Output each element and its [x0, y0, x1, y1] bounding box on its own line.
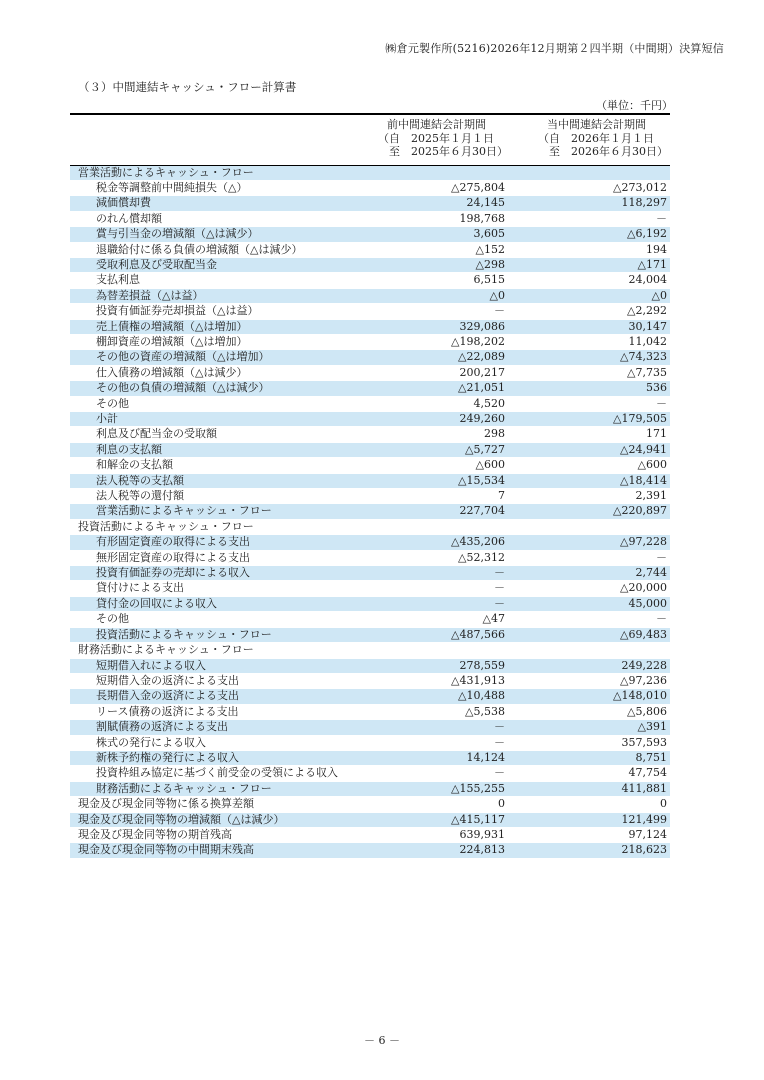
total-row	[70, 627, 670, 642]
prev-value: △22,089	[350, 350, 508, 365]
row-label: その他の資産の増減額（△は増加）	[70, 350, 350, 365]
table-row	[70, 334, 670, 349]
prev-value: △155,255	[350, 781, 508, 796]
cur-value: △74,323	[508, 350, 670, 365]
cur-value: －	[508, 612, 670, 627]
cur-value: △97,228	[508, 535, 670, 550]
row-label: 利息の支払額	[70, 442, 350, 457]
cur-value: －	[508, 550, 670, 565]
label-header	[70, 114, 350, 165]
prev-value: 227,704	[350, 504, 508, 519]
prev-value: △0	[350, 288, 508, 303]
cur-value: △391	[508, 720, 670, 735]
prev-value: －	[350, 735, 508, 750]
row-label: 貸付金の回収による収入	[70, 596, 350, 611]
table-row	[70, 812, 670, 827]
table-row	[70, 535, 670, 550]
prev-value: △431,913	[350, 673, 508, 688]
cur-value	[508, 519, 670, 534]
cash-flow-table	[70, 113, 670, 859]
row-label: その他	[70, 396, 350, 411]
prev-value: △600	[350, 458, 508, 473]
table-row	[70, 550, 670, 565]
cur-value: －	[508, 211, 670, 226]
cur-value: 536	[508, 381, 670, 396]
cur-value: 218,623	[508, 843, 670, 858]
cur-value: △171	[508, 257, 670, 272]
table-row	[70, 242, 670, 257]
period-header-row	[70, 114, 670, 165]
table-row	[70, 350, 670, 365]
table-row	[70, 211, 670, 226]
cur-period-from: （自 2026年１月１日	[538, 131, 654, 145]
prev-value	[350, 643, 508, 658]
table-row	[70, 304, 670, 319]
cur-value: 45,000	[508, 596, 670, 611]
section-title: （３）中間連結キャッシュ・フロー計算書	[78, 80, 297, 94]
table-row	[70, 442, 670, 457]
table-row	[70, 365, 670, 380]
cur-value: 0	[508, 797, 670, 812]
page-number: － 6 －	[364, 1034, 400, 1047]
cur-value: 2,391	[508, 489, 670, 504]
prev-value: 278,559	[350, 658, 508, 673]
row-label: 長期借入金の返済による支出	[70, 689, 350, 704]
cur-period-header	[508, 114, 670, 165]
row-label: その他の負債の増減額（△は減少）	[70, 381, 350, 396]
subtotal-row	[70, 412, 670, 427]
row-label: 現金及び現金同等物の中間期末残高	[70, 843, 350, 858]
row-label: のれん償却額	[70, 211, 350, 226]
prev-value: 7	[350, 489, 508, 504]
row-label: 短期借入れによる収入	[70, 658, 350, 673]
prev-value: △15,534	[350, 473, 508, 488]
cur-value: 2,744	[508, 566, 670, 581]
prev-value: △52,312	[350, 550, 508, 565]
cur-value: △179,505	[508, 412, 670, 427]
prev-value: 24,145	[350, 196, 508, 211]
unit-label: （単位：千円）	[596, 99, 673, 112]
prev-value: 329,086	[350, 319, 508, 334]
cur-value: 118,297	[508, 196, 670, 211]
cur-value: △600	[508, 458, 670, 473]
cur-value: △69,483	[508, 627, 670, 642]
table-row	[70, 381, 670, 396]
cur-value: 11,042	[508, 334, 670, 349]
row-label: 和解金の支払額	[70, 458, 350, 473]
cur-value: 171	[508, 427, 670, 442]
prev-value: △47	[350, 612, 508, 627]
row-label: 小計	[70, 412, 350, 427]
table-row	[70, 612, 670, 627]
row-label: 営業活動によるキャッシュ・フロー	[70, 504, 350, 519]
cur-value: －	[508, 396, 670, 411]
prev-value	[350, 165, 508, 180]
table-row	[70, 843, 670, 858]
row-label: 税金等調整前中間純損失（△）	[70, 180, 350, 195]
row-label: 賞与引当金の増減額（△は減少）	[70, 227, 350, 242]
table-row	[70, 566, 670, 581]
prev-value: △10,488	[350, 689, 508, 704]
prev-value: 198,768	[350, 211, 508, 226]
cur-value: △97,236	[508, 673, 670, 688]
prev-value: △298	[350, 257, 508, 272]
table-row	[70, 227, 670, 242]
row-label: その他	[70, 612, 350, 627]
row-label: 棚卸資産の増減額（△は増加）	[70, 334, 350, 349]
row-label: 貸付けによる支出	[70, 581, 350, 596]
row-label: 株式の発行による収入	[70, 735, 350, 750]
row-label: 有形固定資産の取得による支出	[70, 535, 350, 550]
prev-value: △415,117	[350, 812, 508, 827]
prev-value: 224,813	[350, 843, 508, 858]
document-header: ㈱倉元製作所(5216)2026年12月期第２四半期（中間期）決算短信	[385, 42, 724, 55]
prev-period-to: 至 2025年６月30日）	[378, 145, 508, 158]
table-row	[70, 427, 670, 442]
table-row	[70, 689, 670, 704]
cur-value: 97,124	[508, 827, 670, 842]
row-label: 為替差損益（△は益）	[70, 288, 350, 303]
row-label: 現金及び現金同等物に係る換算差額	[70, 797, 350, 812]
table-row	[70, 396, 670, 411]
row-label: 投資枠組み協定に基づく前受金の受領による収入	[70, 766, 350, 781]
row-label: 退職給付に係る負債の増減額（△は減少）	[70, 242, 350, 257]
cur-value: △6,192	[508, 227, 670, 242]
prev-period-header	[350, 114, 508, 165]
cur-value: 24,004	[508, 273, 670, 288]
section-header-row	[70, 643, 670, 658]
prev-value: 200,217	[350, 365, 508, 380]
row-label: 投資活動によるキャッシュ・フロー	[70, 627, 350, 642]
table-row	[70, 180, 670, 195]
cur-value: △148,010	[508, 689, 670, 704]
table-row	[70, 797, 670, 812]
row-label: 営業活動によるキャッシュ・フロー	[70, 165, 350, 180]
cur-value: △2,292	[508, 304, 670, 319]
prev-value: －	[350, 581, 508, 596]
cur-value: 47,754	[508, 766, 670, 781]
table-row	[70, 658, 670, 673]
table-row	[70, 257, 670, 272]
section-header-row	[70, 165, 670, 180]
cur-value: 249,228	[508, 658, 670, 673]
cur-value: △273,012	[508, 180, 670, 195]
row-label: 売上債権の増減額（△は増加）	[70, 319, 350, 334]
prev-value	[350, 519, 508, 534]
row-label: 支払利息	[70, 273, 350, 288]
row-label: 現金及び現金同等物の期首残高	[70, 827, 350, 842]
table-row	[70, 581, 670, 596]
cur-period-title: 当中間連結会計期間	[547, 118, 646, 131]
cur-value: △20,000	[508, 581, 670, 596]
cur-value: △220,897	[508, 504, 670, 519]
table-row	[70, 473, 670, 488]
table-row	[70, 673, 670, 688]
prev-value: 14,124	[350, 750, 508, 765]
table-row	[70, 196, 670, 211]
prev-value: △198,202	[350, 334, 508, 349]
section-header-row	[70, 519, 670, 534]
cur-value: △18,414	[508, 473, 670, 488]
prev-value: △5,727	[350, 442, 508, 457]
table-row	[70, 704, 670, 719]
row-label: 新株予約権の発行による収入	[70, 750, 350, 765]
row-label: 割賦債務の返済による支出	[70, 720, 350, 735]
row-label: 財務活動によるキャッシュ・フロー	[70, 643, 350, 658]
table-row	[70, 596, 670, 611]
row-label: 投資有価証券の売却による収入	[70, 566, 350, 581]
table-row	[70, 750, 670, 765]
prev-value: －	[350, 766, 508, 781]
table-row	[70, 827, 670, 842]
table-row	[70, 720, 670, 735]
prev-value: 3,605	[350, 227, 508, 242]
row-label: 受取利息及び受取配当金	[70, 257, 350, 272]
row-label: 減価償却費	[70, 196, 350, 211]
table-row	[70, 489, 670, 504]
cur-value: △7,735	[508, 365, 670, 380]
prev-value: △21,051	[350, 381, 508, 396]
table-row	[70, 766, 670, 781]
prev-value: △152	[350, 242, 508, 257]
cur-value: 357,593	[508, 735, 670, 750]
table-row	[70, 458, 670, 473]
prev-value: －	[350, 566, 508, 581]
row-label: リース債務の返済による支出	[70, 704, 350, 719]
table-row	[70, 273, 670, 288]
prev-value: △5,538	[350, 704, 508, 719]
cur-period-to: 至 2026年６月30日）	[538, 145, 668, 158]
table-row	[70, 319, 670, 334]
cur-value: △5,806	[508, 704, 670, 719]
prev-period-from: （自 2025年１月１日	[378, 131, 494, 145]
prev-period-title: 前中間連結会計期間	[387, 118, 486, 131]
prev-value: －	[350, 596, 508, 611]
cur-value	[508, 643, 670, 658]
prev-value: △275,804	[350, 180, 508, 195]
cash-flow-statement	[70, 113, 670, 859]
table-row	[70, 288, 670, 303]
cur-value: △24,941	[508, 442, 670, 457]
cur-value: △0	[508, 288, 670, 303]
row-label: 投資活動によるキャッシュ・フロー	[70, 519, 350, 534]
prev-value: －	[350, 304, 508, 319]
prev-value: 6,515	[350, 273, 508, 288]
row-label: 法人税等の還付額	[70, 489, 350, 504]
total-row	[70, 504, 670, 519]
row-label: 投資有価証券売却損益（△は益）	[70, 304, 350, 319]
row-label: 仕入債務の増減額（△は減少）	[70, 365, 350, 380]
table-row	[70, 735, 670, 750]
cur-value: 411,881	[508, 781, 670, 796]
prev-value: 4,520	[350, 396, 508, 411]
total-row	[70, 781, 670, 796]
prev-value: 298	[350, 427, 508, 442]
cur-value	[508, 165, 670, 180]
prev-value: 249,260	[350, 412, 508, 427]
cur-value: 194	[508, 242, 670, 257]
prev-value: △435,206	[350, 535, 508, 550]
cur-value: 30,147	[508, 319, 670, 334]
prev-value: －	[350, 720, 508, 735]
cur-value: 121,499	[508, 812, 670, 827]
row-label: 財務活動によるキャッシュ・フロー	[70, 781, 350, 796]
prev-value: 0	[350, 797, 508, 812]
row-label: 短期借入金の返済による支出	[70, 673, 350, 688]
prev-value: 639,931	[350, 827, 508, 842]
prev-value: △487,566	[350, 627, 508, 642]
row-label: 法人税等の支払額	[70, 473, 350, 488]
row-label: 無形固定資産の取得による支出	[70, 550, 350, 565]
cur-value: 8,751	[508, 750, 670, 765]
row-label: 利息及び配当金の受取額	[70, 427, 350, 442]
row-label: 現金及び現金同等物の増減額（△は減少）	[70, 812, 350, 827]
